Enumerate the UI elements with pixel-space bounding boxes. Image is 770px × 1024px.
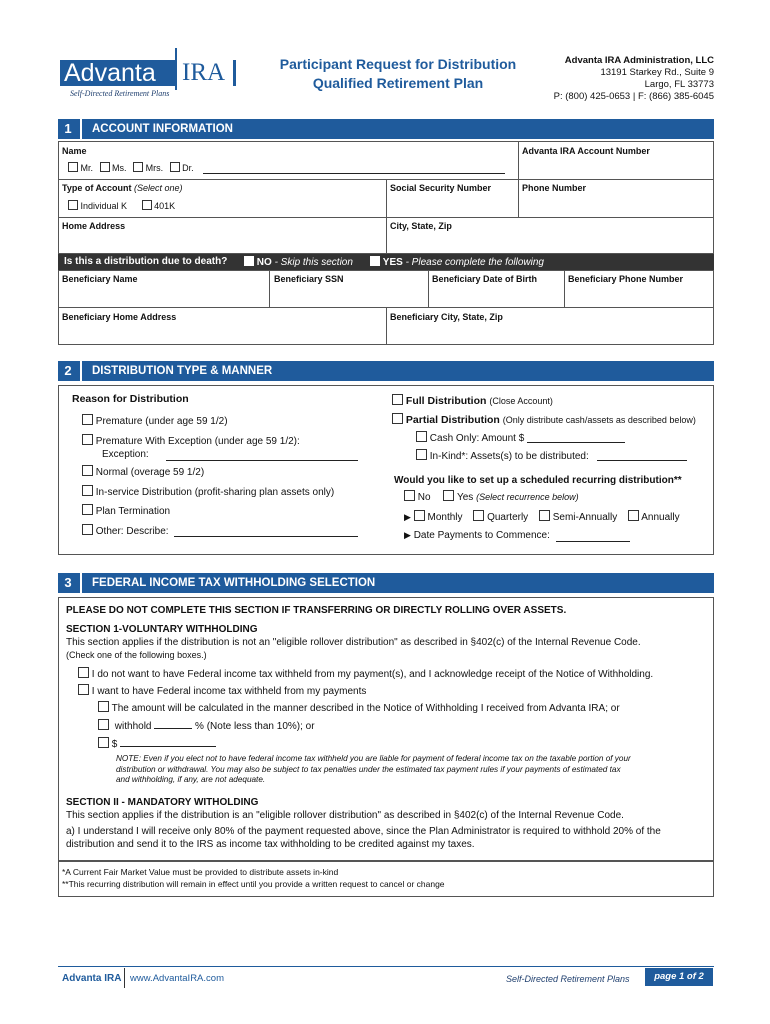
normal-checkbox[interactable] (82, 465, 93, 476)
annually-label: Annually (641, 512, 680, 523)
partial-distribution-label: Partial Distribution (405, 414, 500, 426)
date-commence (404, 530, 550, 541)
quarterly-checkbox[interactable] (473, 510, 484, 521)
company-block (554, 55, 714, 103)
withhold-percent-checkbox[interactable] (98, 719, 109, 730)
ms-label: Ms. (112, 163, 127, 173)
mandatory-a-line2: distribution and send it to the IRS as income tax withholding to be credited against my taxes. (66, 839, 475, 850)
exception-field[interactable] (166, 460, 358, 461)
page-number: page 1 of 2 (645, 968, 713, 986)
reason-label: Reason for Distribution (72, 393, 189, 405)
section1-title: ACCOUNT INFORMATION (92, 123, 233, 135)
company-street: 13191 Starkey Rd., Suite 9 (600, 67, 714, 78)
form-title (258, 55, 538, 93)
logo-brand-ira: IRA (182, 59, 226, 86)
section2-mandatory-text: This section applies if the distribution is an "eligible rollover distribution" as described in §402(c) of the Internal Revenue Code. (66, 810, 624, 821)
mr-label: Mr. (80, 163, 94, 173)
company-contact: P: (800) 425-0653 | F: (866) 385-6045 (553, 91, 714, 102)
death-no-label: NO (256, 257, 272, 268)
withhold-dollar-field[interactable] (120, 739, 216, 747)
reason-exception (82, 434, 300, 447)
name-field[interactable] (203, 173, 505, 174)
section3-number: 3 (58, 573, 78, 593)
monthly-label: Monthly (427, 512, 463, 523)
full-distribution-option (392, 394, 553, 407)
death-no-checkbox[interactable] (244, 256, 254, 266)
beneficiary-name-label: Beneficiary Name (62, 274, 138, 284)
partial-distribution-checkbox[interactable] (392, 413, 403, 424)
recurring-no-checkbox[interactable] (404, 490, 415, 501)
inkind-checkbox[interactable] (416, 449, 427, 460)
name-title-options (68, 162, 194, 173)
cash-amount-field[interactable] (527, 442, 625, 443)
dr-label: Dr. (182, 163, 194, 173)
mrs-label: Mrs. (145, 163, 164, 173)
opt-yes-withholding (78, 684, 366, 697)
company-city: Largo, FL 33773 (644, 79, 714, 90)
semi-annually-checkbox[interactable] (539, 510, 550, 521)
recurring-question: Would you like to set up a scheduled recurring distribution** (394, 475, 682, 486)
section1-voluntary-text: This section applies if the distribution is not an "eligible rollover distribution" as described in §402(c) of the Internal Revenue Code. (66, 637, 641, 648)
sub-calc-option (98, 701, 620, 714)
logo-tagline: Self-Directed Retirement Plans (70, 89, 170, 98)
phone-label: Phone Number (522, 183, 587, 193)
sub-dollar-option (98, 737, 216, 750)
cash-only-label: Cash Only: Amount $ (429, 433, 525, 444)
footer-brand: Advanta IRA (62, 973, 122, 984)
annually-checkbox[interactable] (628, 510, 639, 521)
name-label: Name (62, 146, 87, 156)
type-of-account-label (62, 183, 183, 193)
partial-distribution-option (392, 413, 696, 426)
date-commence-field[interactable] (556, 541, 630, 542)
dollar-label: $ (111, 739, 118, 750)
yes-withholding-label: I want to have Federal income tax withheld from my payments (91, 686, 367, 697)
footnote-1: *A Current Fair Market Value must be provided to distribute assets in-kind (62, 867, 339, 877)
401k-label: 401K (154, 201, 176, 211)
termination-checkbox[interactable] (82, 504, 93, 515)
section2-mandatory-heading: SECTION II - MANDATORY WITHOLDING (66, 797, 259, 808)
section3-title: FEDERAL INCOME TAX WITHHOLDING SELECTION (92, 577, 376, 589)
monthly-checkbox[interactable] (414, 510, 425, 521)
normal-label: Normal (overage 59 1/2) (95, 467, 205, 478)
recurring-yes-checkbox[interactable] (443, 490, 454, 501)
reason-termination (82, 504, 170, 517)
ssn-label: Social Security Number (390, 183, 492, 193)
city-state-zip-label: City, State, Zip (390, 221, 452, 231)
mandatory-a-line1: a) I understand I will receive only 80% of the payment requested above, since the Plan Administrator is required to withhold 20% of the (66, 826, 661, 837)
401k-checkbox[interactable] (142, 200, 152, 210)
yes-withholding-checkbox[interactable] (78, 684, 89, 695)
opt-no-withholding (78, 667, 653, 680)
account-number-label: Advanta IRA Account Number (522, 146, 650, 156)
note-line3: and withholding, if any, are not adequate. (116, 775, 266, 784)
frequency-options (404, 510, 680, 523)
beneficiary-ssn-label: Beneficiary SSN (274, 274, 344, 284)
inservice-label: In-service Distribution (profit-sharing plan assets only) (95, 487, 335, 498)
death-no-option (244, 256, 353, 268)
beneficiary-dob-label: Beneficiary Date of Birth (432, 274, 538, 284)
footer-url[interactable]: www.AdvantaIRA.com (130, 973, 224, 984)
inservice-checkbox[interactable] (82, 485, 93, 496)
full-distribution-checkbox[interactable] (392, 394, 403, 405)
withhold-tail: % (Note less than 10%); or (195, 721, 315, 732)
type-label-hint: (Select one) (134, 183, 183, 193)
no-withholding-label: I do not want to have Federal income tax withheld from my payment(s), and I acknowledge receipt of the Notice of Withholding. (91, 669, 654, 680)
beneficiary-phone-label: Beneficiary Phone Number (568, 274, 684, 284)
date-commence-label: Date Payments to Commence: (413, 530, 550, 541)
exception-label: Premature With Exception (under age 59 1/2): (95, 436, 300, 447)
section1-check-hint: (Check one of the following boxes.) (66, 650, 207, 660)
premature-label: Premature (under age 59 1/2) (95, 416, 228, 427)
recurring-yes-hint: (Select recurrence below) (476, 492, 579, 502)
reason-inservice (82, 485, 334, 498)
death-yes-label: YES (382, 257, 403, 268)
other-label: Other: Describe: (95, 526, 169, 537)
arrow-right-icon: ▶ (404, 512, 411, 522)
exception-sub-label: Exception: (102, 449, 149, 460)
recurring-no-label: No (417, 492, 431, 503)
withhold-percent-field[interactable] (154, 721, 192, 729)
death-yes-option (370, 256, 544, 268)
type-label-text: Type of Account (62, 183, 132, 193)
note-line2: distribution or withdrawal. You may also be subject to tax penalties under the estimated tax payment rules if your payments of estimated tax (116, 764, 621, 774)
termination-label: Plan Termination (95, 506, 171, 517)
withhold-dollar-checkbox[interactable] (98, 737, 109, 748)
withholding-note (116, 754, 631, 786)
ms-checkbox[interactable] (100, 162, 110, 172)
individual-k-checkbox[interactable] (68, 200, 78, 210)
individual-k-label: Individual K (80, 201, 128, 211)
account-type-options (68, 200, 175, 211)
quarterly-label: Quarterly (487, 512, 529, 523)
calc-label: The amount will be calculated in the manner described in the Notice of Withholding I received from Advanta IRA; or (111, 703, 620, 714)
home-address-label: Home Address (62, 221, 126, 231)
logo-brand: Advanta (64, 59, 156, 87)
reason-other (82, 524, 169, 537)
footnote-2: **This recurring distribution will remain in effect until you provide a written request to cancel or change (62, 879, 445, 889)
other-checkbox[interactable] (82, 524, 93, 535)
logo (58, 48, 240, 98)
dr-checkbox[interactable] (170, 162, 180, 172)
inkind-option (416, 449, 589, 462)
section1-voluntary-heading: SECTION 1-VOLUNTARY WITHHOLDING (66, 624, 258, 635)
exception-checkbox[interactable] (82, 434, 93, 445)
arrow-right-icon: ▶ (404, 530, 411, 540)
cash-only-option (416, 431, 524, 444)
death-yes-hint: - Please complete the following (405, 257, 544, 268)
death-no-hint: - Skip this section (274, 257, 353, 268)
beneficiary-city-label: Beneficiary City, State, Zip (390, 312, 503, 322)
cash-only-checkbox[interactable] (416, 431, 427, 442)
form-title-line2: Qualified Retirement Plan (312, 75, 484, 91)
death-yes-checkbox[interactable] (370, 256, 380, 266)
full-distribution-label: Full Distribution (405, 395, 487, 407)
footer-tagline: Self-Directed Retirement Plans (506, 974, 630, 984)
footer-rule (58, 966, 714, 967)
recurring-options (404, 490, 579, 503)
section1-number: 1 (58, 119, 78, 139)
note-line1: NOTE: Even if you elect not to have federal income tax withheld you are liable for payment of federal income tax on the taxable portion of your (116, 754, 631, 763)
semi-annually-label: Semi-Annually (552, 512, 618, 523)
mr-checkbox[interactable] (68, 162, 78, 172)
premature-checkbox[interactable] (82, 414, 93, 425)
beneficiary-home-label: Beneficiary Home Address (62, 312, 177, 322)
other-describe-field[interactable] (174, 536, 358, 537)
withholding-warning: PLEASE DO NOT COMPLETE THIS SECTION IF TRANSFERRING OR DIRECTLY ROLLING OVER ASSETS. (66, 605, 567, 616)
form-title-line1: Participant Request for Distribution (279, 56, 517, 72)
recurring-yes-label: Yes (456, 492, 474, 503)
calc-checkbox[interactable] (98, 701, 109, 712)
company-name: Advanta IRA Administration, LLC (564, 55, 714, 66)
section2-title: DISTRIBUTION TYPE & MANNER (92, 365, 273, 377)
section2-mandatory-a (66, 825, 661, 851)
withhold-label: withhold (114, 721, 152, 732)
death-question: Is this a distribution due to death? (64, 256, 228, 267)
reason-premature (82, 414, 228, 427)
inkind-label: In-Kind*: Assets(s) to be distributed: (429, 451, 589, 462)
full-distribution-hint: (Close Account) (489, 396, 553, 406)
reason-normal (82, 465, 204, 478)
sub-withhold-option (98, 719, 315, 732)
inkind-assets-field[interactable] (597, 460, 687, 461)
no-withholding-checkbox[interactable] (78, 667, 89, 678)
partial-distribution-hint: (Only distribute cash/assets as described below) (502, 415, 696, 425)
section2-number: 2 (58, 361, 78, 381)
mrs-checkbox[interactable] (133, 162, 143, 172)
footnotes (62, 866, 445, 890)
